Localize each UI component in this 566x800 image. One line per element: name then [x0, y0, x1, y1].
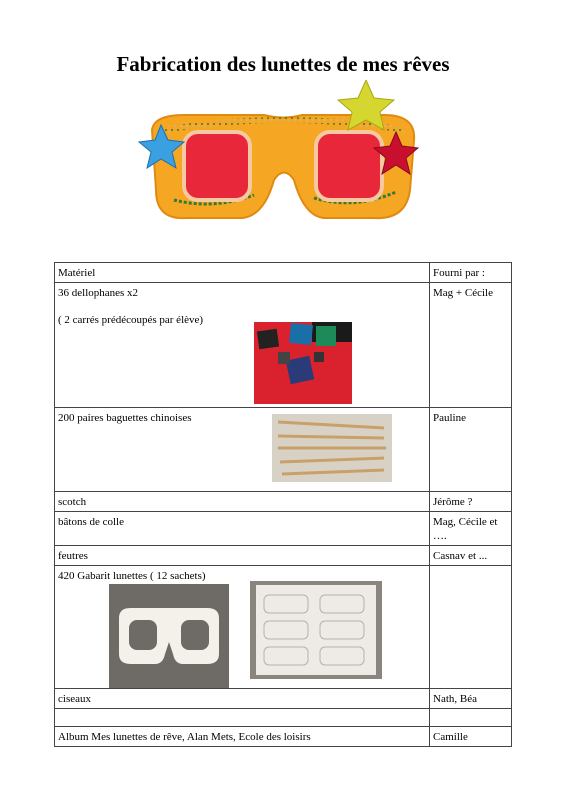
- material-label: bâtons de colle: [55, 512, 430, 546]
- page-title: Fabrication des lunettes de mes rêves: [116, 52, 450, 76]
- material-label: 420 Gabarit lunettes ( 12 sachets): [58, 570, 206, 582]
- provider-cell: Nath, Béa: [430, 689, 512, 709]
- material-label: 200 paires baguettes chinoises: [58, 412, 192, 424]
- table-row: [55, 283, 512, 408]
- material-label: feutres: [55, 546, 430, 566]
- table-header-row: [55, 263, 512, 283]
- glasses-template-photo: [109, 584, 229, 688]
- table-row: [55, 408, 512, 492]
- glasses-template-sheet-photo: [250, 581, 382, 679]
- table-row: [55, 512, 512, 546]
- material-note: ( 2 carrés prédécoupés par élève): [58, 314, 204, 326]
- material-label: 36 dellophanes x2: [58, 287, 139, 299]
- provider-cell: Mag + Cécile: [430, 283, 512, 408]
- provider-cell: [430, 566, 512, 689]
- dream-glasses-illustration: [134, 80, 432, 230]
- table-row: [55, 492, 512, 512]
- cellophane-squares-photo: [254, 322, 352, 404]
- provider-cell: Casnav et ...: [430, 546, 512, 566]
- material-label: Album Mes lunettes de rêve, Alan Mets, Ecole des loisirs: [55, 727, 430, 747]
- table-row: [55, 709, 512, 727]
- table-row: [55, 546, 512, 566]
- provider-cell: Jérôme ?: [430, 492, 512, 512]
- table-row: [55, 566, 512, 689]
- provider-cell-continued: ….: [433, 530, 447, 542]
- material-label: ciseaux: [55, 689, 430, 709]
- provider-cell: Mag, Cécile et: [433, 516, 498, 528]
- provider-cell: Camille: [430, 727, 512, 747]
- left-lens: [184, 132, 250, 200]
- provider-cell: Pauline: [430, 408, 512, 492]
- material-label: [55, 709, 430, 727]
- table-row: [55, 689, 512, 709]
- provider-cell: [430, 709, 512, 727]
- header-provided-by: Fourni par :: [430, 263, 512, 283]
- header-material: Matériel: [55, 263, 430, 283]
- table-row: [55, 727, 512, 747]
- chopsticks-photo: [272, 414, 392, 482]
- right-lens: [316, 132, 382, 200]
- material-label: scotch: [55, 492, 430, 512]
- materials-table: [54, 262, 512, 747]
